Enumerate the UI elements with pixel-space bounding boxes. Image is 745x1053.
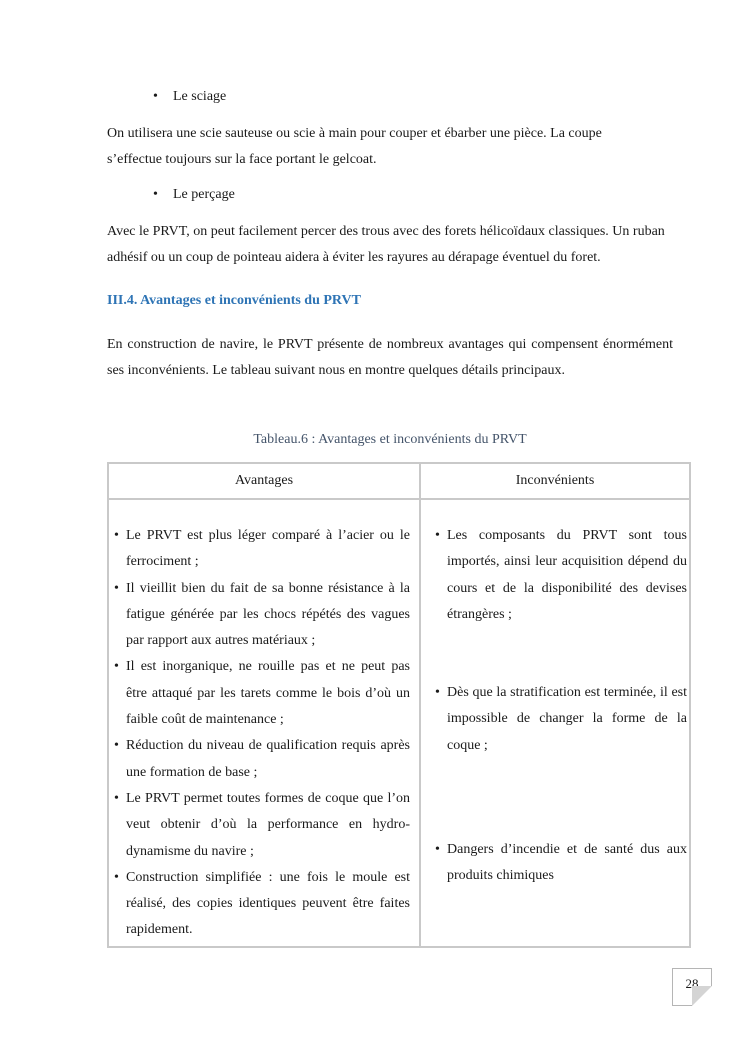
paragraph-intro: En construction de navire, le PRVT présente de nombreux avantages qui compensent énormément ses inconvénients. Le tableau suivant nous en montre quelques détails principaux. — [107, 337, 673, 378]
paragraph-sciage: On utilisera une scie sauteuse ou scie à main pour couper et ébarber une pièce. La coupe s’effectue toujours sur la face portant le gelcoat. — [107, 126, 602, 167]
bullet-sciage — [153, 89, 226, 105]
paragraph-percage: Avec le PRVT, on peut facilement percer des trous avec des forets hélicoïdaux classiques. Un ruban adhésif ou un coup de pointeau aidera à éviter les rayures au dérapage éventuel du foret. — [107, 224, 665, 265]
list-item: • Il est inorganique, ne rouille pas et ne peut pas être attaqué par les tarets comme le bois d’où un faible coût de maintenance ; — [114, 659, 410, 728]
disadvantages-list — [435, 837, 687, 890]
header-disadvantages: Inconvénients — [420, 463, 690, 499]
bullet-percage — [153, 187, 235, 203]
list-item: • Dès que la stratification est terminée, il est impossible de changer la forme de la coque ; — [435, 685, 687, 753]
list-item: • Les composants du PRVT sont tous importés, ainsi leur acquisition dépend du cours et de la disponibilité des devises étrangères ; — [435, 528, 687, 622]
page-number — [672, 968, 712, 1006]
page-number-text: 28 — [685, 976, 699, 991]
list-item: • Le PRVT permet toutes formes de coque que l’on veut obtenir d’où la performance en hydro-dynamisme du navire ; — [114, 790, 410, 859]
disadvantages-list — [435, 523, 687, 628]
list-item: • Dangers d’incendie et de santé dus aux produits chimiques — [435, 842, 687, 884]
disadvantages-list — [435, 680, 687, 759]
bullet-dot: • — [153, 187, 158, 202]
advantages-list — [114, 523, 410, 944]
advantages-table — [107, 462, 691, 948]
table-caption: Tableau.6 : Avantages et inconvénients du PRVT — [253, 432, 527, 447]
section-heading: III.4. Avantages et inconvénients du PRVT — [107, 293, 361, 308]
header-advantages: Avantages — [108, 463, 420, 499]
disadvantages-cell — [420, 499, 690, 947]
list-item: • Il vieillit bien du fait de sa bonne résistance à la fatigue générée par les chocs répétés des vagues par rapport aux autres matériaux ; — [114, 580, 410, 649]
list-item: • Le PRVT est plus léger comparé à l’acier ou le ferrociment ; — [114, 528, 410, 570]
page-fold-icon — [692, 986, 712, 1006]
advantages-cell — [108, 499, 420, 947]
list-item: • Construction simplifiée : une fois le moule est réalisé, des copies identiques peuvent être faites rapidement. — [114, 869, 410, 938]
bullet-dot: • — [153, 89, 158, 104]
list-item: • Réduction du niveau de qualification requis après une formation de base ; — [114, 738, 410, 780]
bullet-sciage-text: Le sciage — [173, 89, 227, 104]
bullet-percage-text: Le perçage — [173, 187, 235, 202]
